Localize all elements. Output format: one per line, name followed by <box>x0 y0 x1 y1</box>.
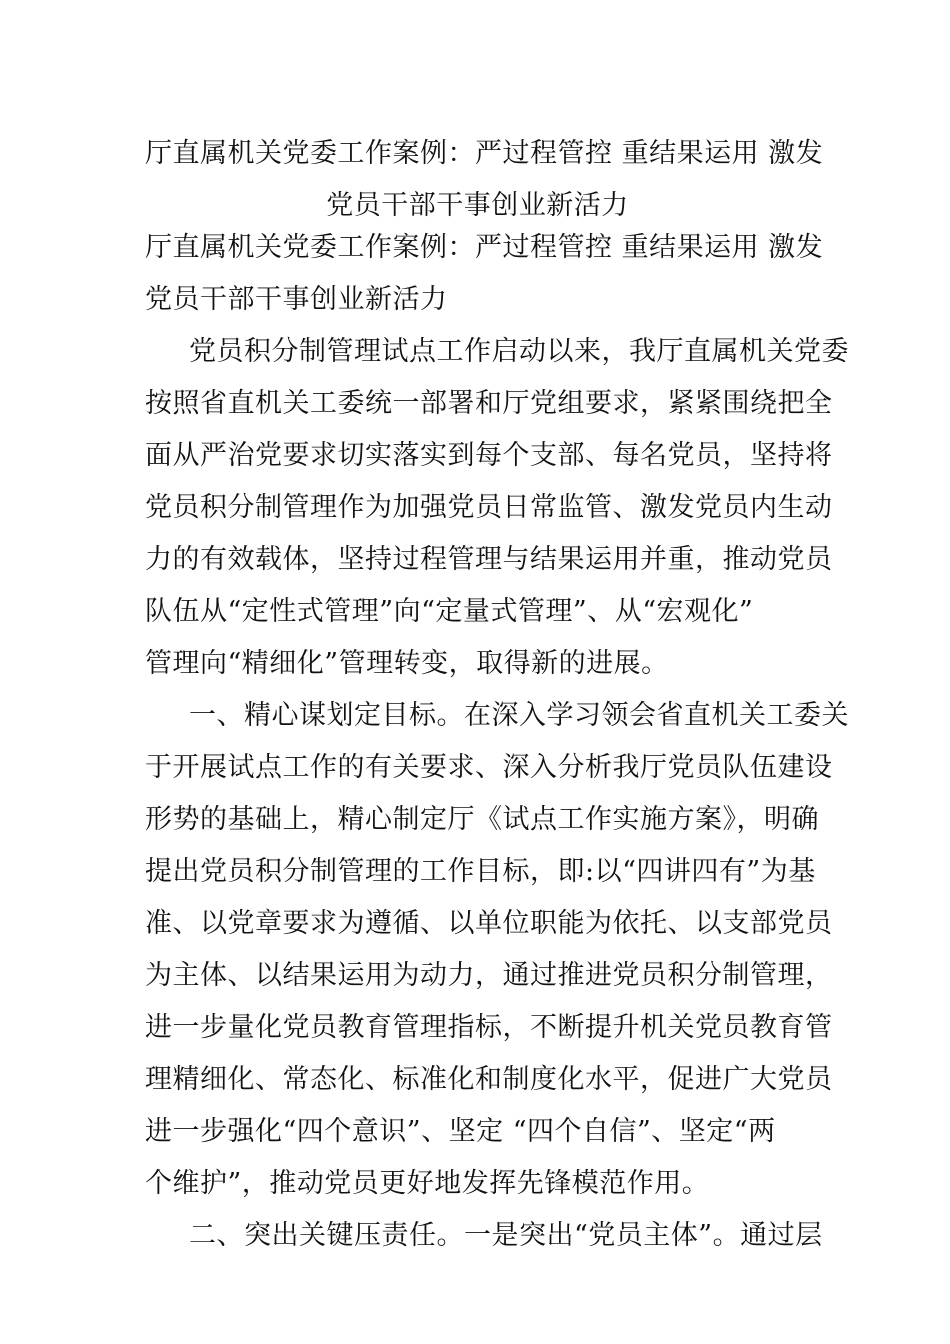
title-line: 党员干部干事创业新活力 <box>326 190 629 221</box>
repeat-title-line: 厅直属机关党委工作案例：严过程管控 重结果运用 激发 <box>145 232 824 263</box>
repeat-title-line: 党员干部干事创业新活力 <box>145 284 448 315</box>
document-title <box>145 128 824 232</box>
paragraph-section-two <box>145 1210 823 1262</box>
document-body <box>145 222 849 1262</box>
paragraph-line: 个维护”，推动党员更好地发挥先锋模范作用。 <box>145 1168 710 1199</box>
paragraph-line: 理精细化、常态化、标准化和制度化水平，促进广大党员 <box>145 1064 833 1095</box>
paragraph-line: 形势的基础上，精心制定厅《试点工作实施方案》，明确 <box>145 804 819 835</box>
paragraph-line: 二、突出关键压责任。一是突出“党员主体”。通过层 <box>189 1220 823 1251</box>
paragraph-line: 一、精心谋划定目标。在深入学习领会省直机关工委关 <box>189 700 849 731</box>
paragraph-intro <box>145 326 849 690</box>
paragraph-section-one <box>145 690 849 1210</box>
paragraph-line: 管理向“精细化”管理转变，取得新的进展。 <box>145 648 669 679</box>
title-line: 厅直属机关党委工作案例：严过程管控 重结果运用 激发 <box>145 138 824 169</box>
paragraph-line: 队伍从“定性式管理”向“定量式管理”、从“宏观化” <box>145 596 754 627</box>
paragraph-line: 党员积分制管理作为加强党员日常监管、激发党员内生动 <box>145 492 833 523</box>
paragraph-line: 按照省直机关工委统一部署和厅党组要求，紧紧围绕把全 <box>145 388 833 419</box>
paragraph-line: 面从严治党要求切实落实到每个支部、每名党员，坚持将 <box>145 440 833 471</box>
paragraph-line: 于开展试点工作的有关要求、深入分析我厅党员队伍建设 <box>145 752 833 783</box>
paragraph-line: 提出党员积分制管理的工作目标，即:以“四讲四有”为基 <box>145 856 816 887</box>
paragraph-line: 党员积分制管理试点工作启动以来，我厅直属机关党委 <box>189 336 849 367</box>
paragraph-line: 进一步强化“四个意识”、坚定 “四个自信”、坚定“两 <box>145 1116 776 1147</box>
paragraph-line: 进一步量化党员教育管理指标，不断提升机关党员教育管 <box>145 1012 833 1043</box>
paragraph-line: 为主体、以结果运用为动力，通过推进党员积分制管理， <box>145 960 833 991</box>
paragraph-line: 准、以党章要求为遵循、以单位职能为依托、以支部党员 <box>145 908 833 939</box>
paragraph-line: 力的有效载体，坚持过程管理与结果运用并重，推动党员 <box>145 544 833 575</box>
